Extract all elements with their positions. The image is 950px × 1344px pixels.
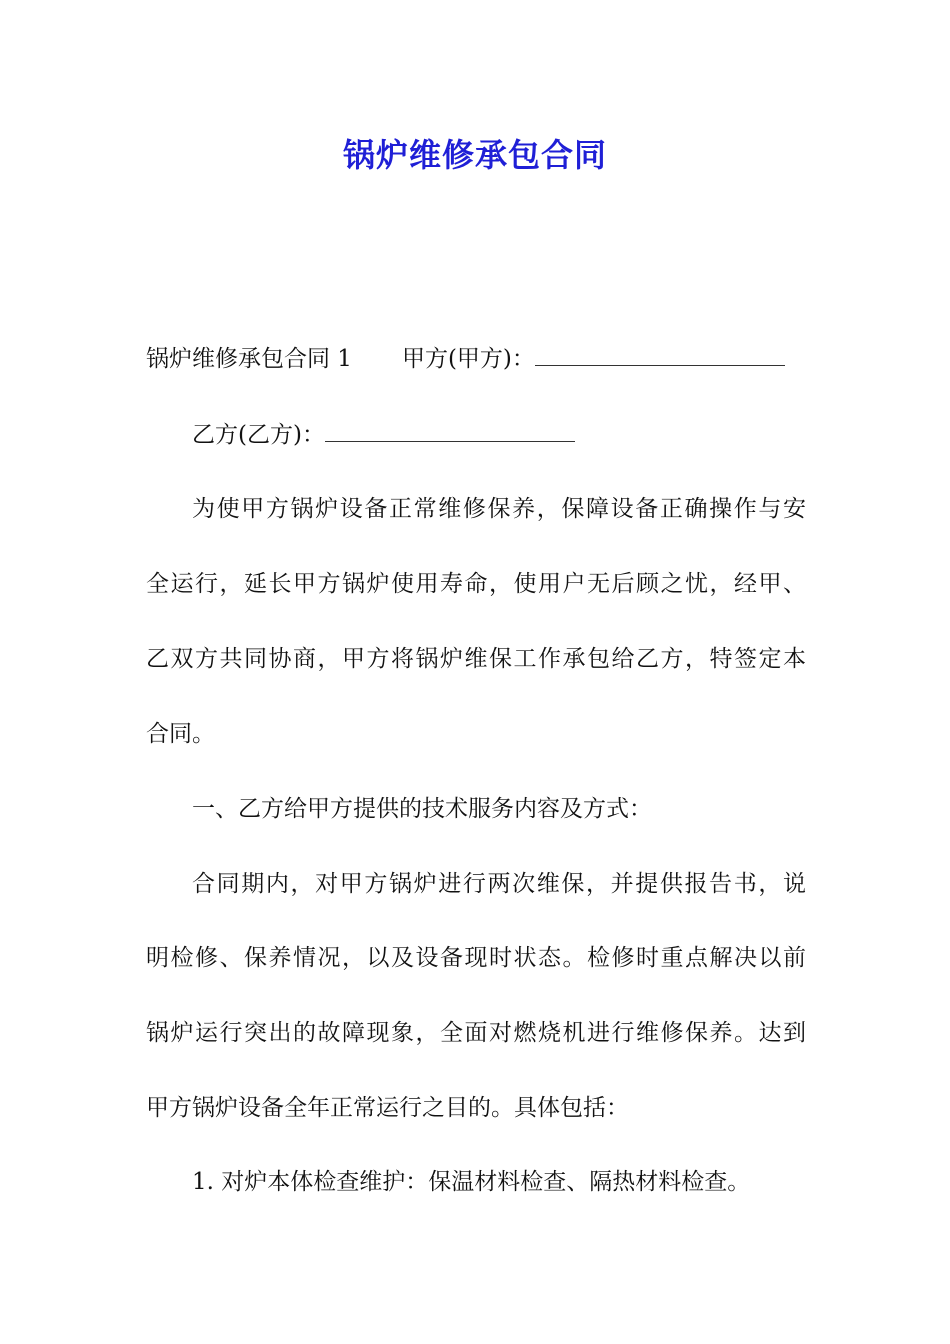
section-heading: 一、乙方给甲方提供的技术服务内容及方式： bbox=[192, 796, 652, 822]
paragraph-line: 合同期内，对甲方锅炉进行两次维保，并提供报告书，说 bbox=[192, 871, 806, 897]
header-line bbox=[146, 344, 806, 374]
list-item: 1. 对炉本体检查维护：保温材料检查、隔热材料检查。 bbox=[192, 1169, 751, 1195]
paragraph-line: 合同。 bbox=[146, 721, 215, 747]
contract-label: 锅炉维修承包合同 1 bbox=[146, 346, 352, 372]
paragraph-line: 全运行，延长甲方锅炉使用寿命，使用户无后顾之忧，经甲、 bbox=[146, 571, 806, 597]
paragraph-line: 锅炉运行突出的故障现象，全面对燃烧机进行维修保养。达到 bbox=[146, 1020, 806, 1046]
party-a-blank bbox=[535, 347, 785, 366]
paragraph-line: 甲方锅炉设备全年正常运行之目的。具体包括： bbox=[146, 1095, 629, 1121]
document-title: 锅炉维修承包合同 bbox=[342, 136, 607, 174]
paragraph-line: 为使甲方锅炉设备正常维修保养，保障设备正确操作与安 bbox=[192, 496, 806, 522]
party-b-line bbox=[192, 420, 806, 450]
paragraph-line: 明检修、保养情况，以及设备现时状态。检修时重点解决以前 bbox=[146, 945, 806, 971]
party-a-label: 甲方(甲方)： bbox=[401, 346, 535, 372]
party-b-blank bbox=[325, 423, 575, 442]
party-b-label: 乙方(乙方)： bbox=[192, 422, 325, 448]
paragraph-line: 乙双方共同协商，甲方将锅炉维保工作承包给乙方，特签定本 bbox=[146, 646, 806, 672]
